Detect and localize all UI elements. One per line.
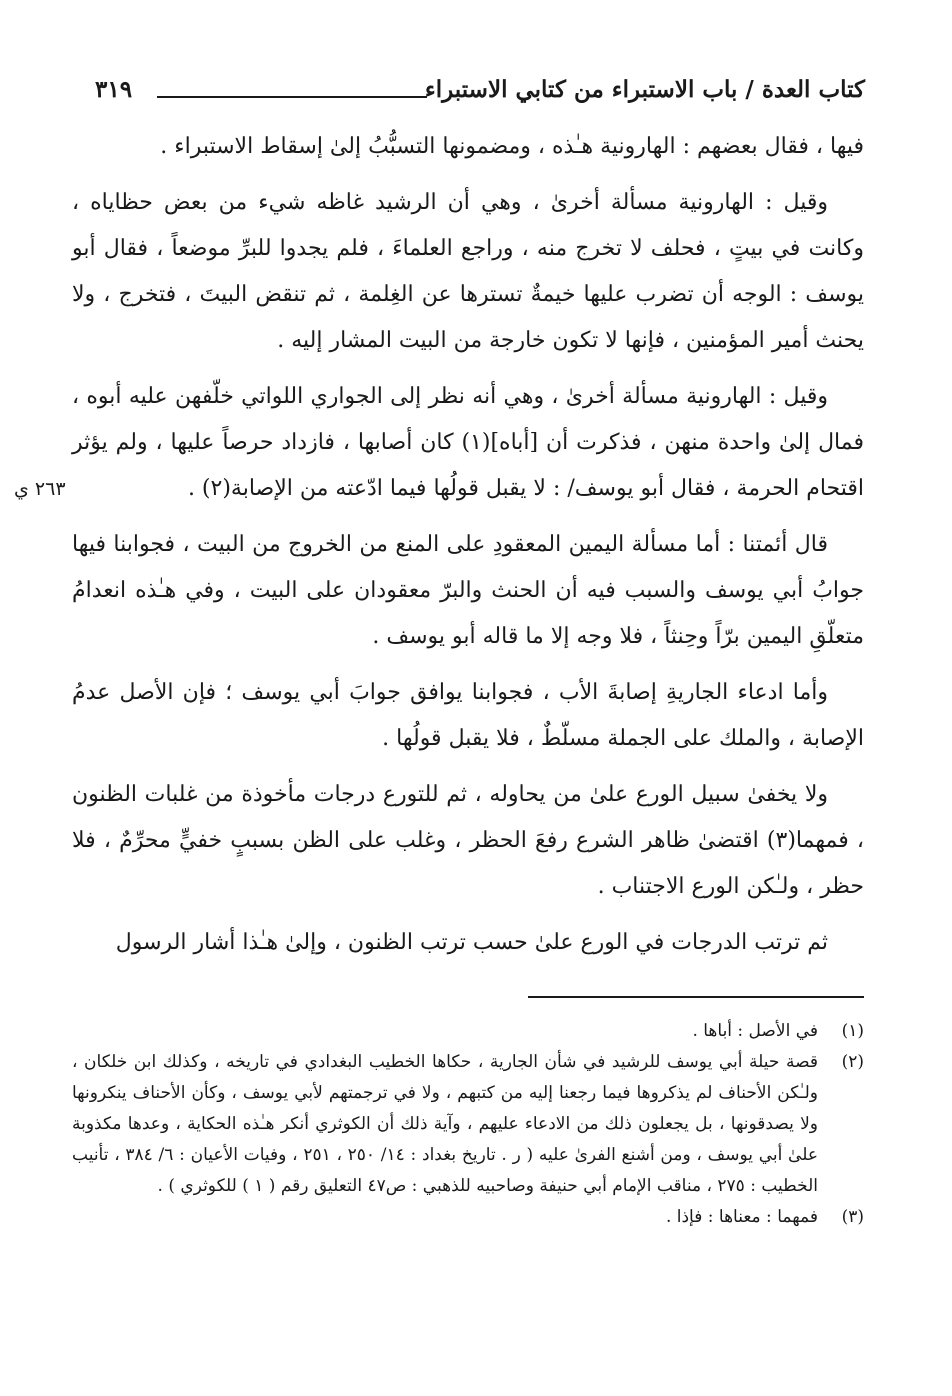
footnote-text: قصة حيلة أبي يوسف للرشيد في شأن الجارية ، حكاها الخطيب البغدادي في تاريخه ، وكذلك ابن خلكان ، ولـٰكن الأحناف لم يذكروها فيما رجعنا إليه من كتبهم ، ولا في ترجمتهم لأبي يوسف ، وكأن الأحناف ينكرونها ولا يصدقونها ، بل يجعلون ذلك من الادعاء عليهم ، وآية ذلك أن الكوثري أنكر هـٰذه الحكاية ، وعدها مكذوبة علىٰ أبي يوسف ، ومن أشنع الفرىٰ عليه ( ر . تاريخ بغداد : ١٤/ ٢٥٠ ، ٢٥١ ، وفيات الأعيان : ٦/ ٣٨٤ ، تأنيب الخطيب : ٢٧٥ ، مناقب الإمام أبي حنيفة وصاحبيه للذهبي : ص٤٧ التعليق رقم ( ١ ) للكوثري ) . [72, 1052, 818, 1196]
footnote [72, 1202, 864, 1233]
footnote-text: فمهما : معناها : فإذا . [665, 1207, 818, 1227]
paragraph: ثم ترتب الدرجات في الورع علىٰ حسب ترتب الظنون ، وإلىٰ هـٰذا أشار الرسول [115, 930, 828, 955]
paragraph: وأما ادعاء الجاريةِ إصابةَ الأب ، فجوابنا يوافق جوابَ أبي يوسف ؛ فإن الأصل عدمُ الإصابة ، والملك على الجملة مسلّطٌ ، فلا يقبل قولُها . [72, 680, 864, 751]
footnote-divider [528, 996, 864, 998]
paragraph: ولا يخفىٰ سبيل الورع علىٰ من يحاوله ، ثم للتورع درجات مأخوذة من غلبات الظنون ، فمهما(٣) اقتضىٰ ظاهر الشرع رفعَ الحظر ، وغلب على الظن بسببٍ خفيٍّ محرِّمٌ ، فلا حظر ، ولـٰكن الورع الاجتناب . [72, 782, 864, 899]
main-text [72, 124, 864, 976]
page-header [95, 72, 865, 112]
paragraph: وقيل : الهارونية مسألة أخرىٰ ، وهي أن الرشيد غاظه شيء من بعض حظاياه ، وكانت في بيتٍ ، فحلف لا تخرج منه ، وراجع العلماءَ ، فلم يجدوا للبرِّ موضعاً ، فقال أبو يوسف : الوجه أن تضرب عليها خيمةٌ تسترها عن الغِلمة ، ثم تنقض البيتَ ، فتخرج ، ولا يحنث أمير المؤمنين ، فإنها لا تكون خارجة من البيت المشار إليه . [72, 190, 864, 353]
paragraph: قال أئمتنا : أما مسألة اليمين المعقودِ على المنع من الخروج من البيت ، فجوابنا فيها جوابُ أبي يوسف والسبب فيه أن الحنث والبرّ معقودان على البيت ، وفي هـٰذه انعدامُ متعلّقِ اليمين برّاً وحِنثاً ، فلا وجه إلا ما قاله أبو يوسف . [72, 532, 864, 649]
footnotes [72, 1016, 864, 1233]
margin-reference: ٢٦٣ ي [14, 478, 66, 500]
header-divider [157, 96, 427, 98]
footnote [72, 1016, 864, 1047]
paragraph: فيها ، فقال بعضهم : الهارونية هـٰذه ، ومضمونها التسبُّبُ إلىٰ إسقاط الاستبراء . [160, 134, 864, 159]
footnote [72, 1047, 864, 1202]
page-number: ٣١٩ [95, 76, 133, 103]
running-title: كتاب العدة / باب الاستبراء من كتابي الاستبراء [424, 76, 865, 103]
footnote-number: (١) [841, 1021, 864, 1041]
footnote-number: (٣) [841, 1207, 864, 1227]
footnote-number: (٢) [841, 1052, 864, 1072]
footnote-text: في الأصل : أباها . [692, 1021, 818, 1041]
paragraph: وقيل : الهارونية مسألة أخرىٰ ، وهي أنه نظر إلى الجواري اللواتي خلّفهن عليه أبوه ، فمال إلىٰ واحدة منهن ، فذكرت أن [أباه](١) كان أصابها ، فازداد حرصاً عليها ، ولم يؤثر اقتحام الحرمة ، فقال أبو يوسف/ : لا يقبل قولُها فيما ادّعته من الإصابة(٢) . [72, 384, 864, 501]
